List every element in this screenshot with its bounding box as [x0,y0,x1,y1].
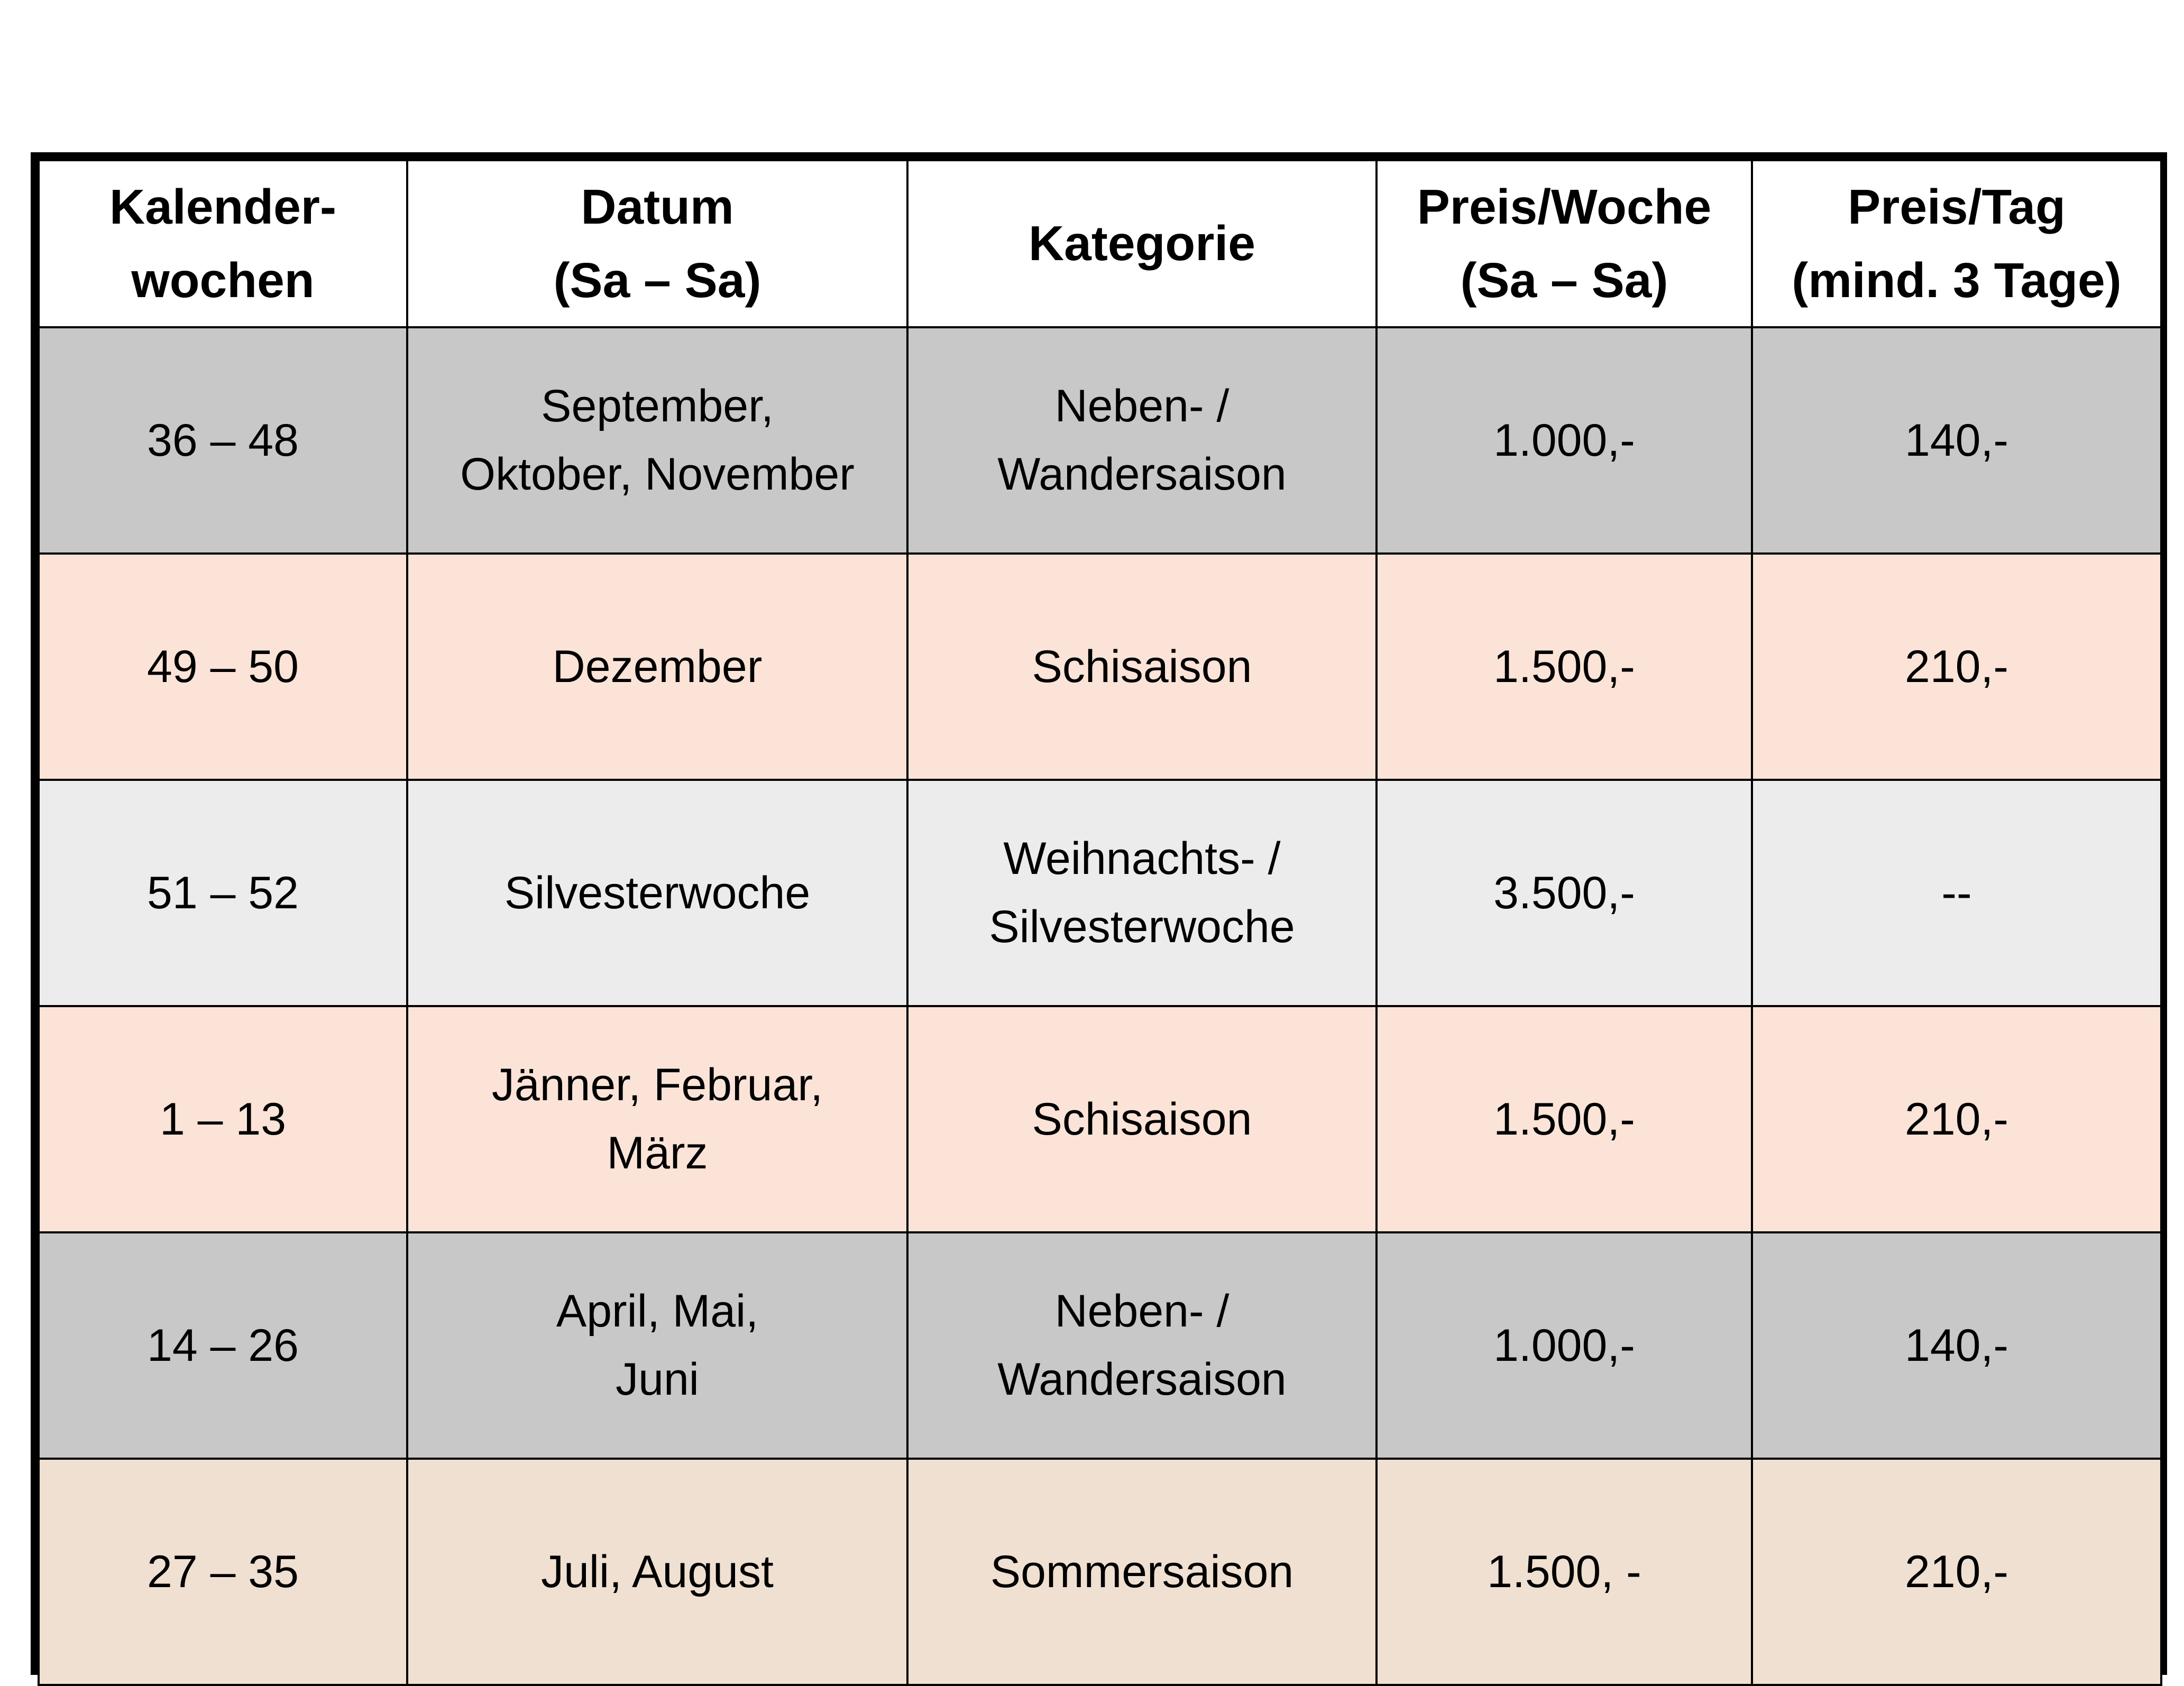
table-row [39,1232,2161,1459]
price-table [38,159,2162,1686]
cell-kategorie: Schisaison [907,554,1377,780]
cell-kalenderwochen: 36 – 48 [39,327,407,554]
header-kalenderwochen: Kalender- wochen [39,160,407,327]
cell-kalenderwochen: 27 – 35 [39,1459,407,1685]
cell-preis-tag: 210,- [1752,554,2161,780]
table-row [39,1006,2161,1232]
cell-preis-tag: -- [1752,780,2161,1006]
cell-preis-woche: 1.000,- [1377,1232,1752,1459]
cell-preis-woche: 1.000,- [1377,327,1752,554]
cell-kalenderwochen: 14 – 26 [39,1232,407,1459]
table-body [39,327,2161,1685]
header-datum: Datum (Sa – Sa) [407,160,907,327]
cell-kategorie: Weihnachts- / Silvesterwoche [907,780,1377,1006]
cell-preis-tag: 210,- [1752,1006,2161,1232]
cell-kategorie: Schisaison [907,1006,1377,1232]
cell-datum: Dezember [407,554,907,780]
cell-kalenderwochen: 51 – 52 [39,780,407,1006]
cell-datum: Juli, August [407,1459,907,1685]
table-header [39,160,2161,327]
cell-preis-woche: 3.500,- [1377,780,1752,1006]
cell-preis-tag: 140,- [1752,327,2161,554]
price-table-frame [31,152,2167,1675]
cell-datum: Silvesterwoche [407,780,907,1006]
cell-preis-woche: 1.500, - [1377,1459,1752,1685]
cell-kalenderwochen: 1 – 13 [39,1006,407,1232]
table-row [39,554,2161,780]
cell-datum: September, Oktober, November [407,327,907,554]
cell-preis-woche: 1.500,- [1377,554,1752,780]
cell-kategorie: Sommersaison [907,1459,1377,1685]
header-kategorie: Kategorie [907,160,1377,327]
cell-datum: Jänner, Februar, März [407,1006,907,1232]
header-preis-tag: Preis/Tag (mind. 3 Tage) [1752,160,2161,327]
cell-preis-woche: 1.500,- [1377,1006,1752,1232]
cell-preis-tag: 210,- [1752,1459,2161,1685]
cell-preis-tag: 140,- [1752,1232,2161,1459]
cell-kalenderwochen: 49 – 50 [39,554,407,780]
header-row [39,160,2161,327]
header-preis-woche: Preis/Woche (Sa – Sa) [1377,160,1752,327]
cell-datum: April, Mai, Juni [407,1232,907,1459]
cell-kategorie: Neben- / Wandersaison [907,1232,1377,1459]
table-row [39,1459,2161,1685]
table-row [39,327,2161,554]
cell-kategorie: Neben- / Wandersaison [907,327,1377,554]
table-row [39,780,2161,1006]
